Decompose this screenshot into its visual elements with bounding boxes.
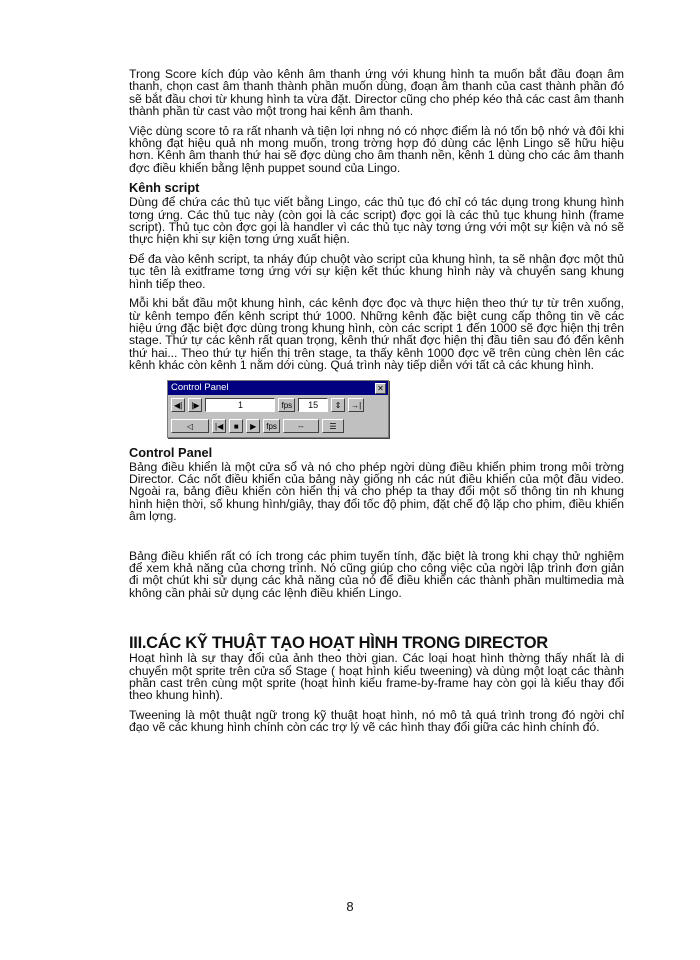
paragraph: Tweening là một thuật ngữ trong kỹ thuật hoạt hình, nó mô tả quá trình trong đó ngời chỉ đạo vẽ các khung hình chính còn các trợ lý vẽ các hình thay đổi giữa các hình chính đó.: [129, 707, 624, 735]
heading-script-channel: Kênh script: [129, 180, 200, 196]
paragraph: Bảng điều khiển rất có ích trong các phim tuyến tính, đặc biệt là trong khi chạy thử nghiệm để xem khả năng của chơng trình. Nó cũng giúp cho công việc của ngời lập trình đơn giản đi một chút khi sử dụng các khả năng của nó để điều khiển các thành phần multimedia mà không cần phải sử dụng các lệnh điều khiển Lingo.: [129, 548, 624, 600]
loop-forward-icon[interactable]: →|: [348, 398, 364, 412]
fps-actual-button[interactable]: fps: [263, 419, 280, 433]
paragraph: Hoạt hình là sự thay đổi của ảnh theo thời gian. Các loại hoạt hình thờng thấy nhất là di chuyển một sprite trên cửa sổ Stage ( hoạt hình kiểu tweening) và dùng một loạt các thành phần cast trên cùng một sprite (hoạt hình kiểu frame-by-frame hay còn gọi là kiểu thay đổi theo khung hình).: [129, 651, 624, 703]
stop-button[interactable]: ■: [229, 419, 243, 433]
play-button[interactable]: ▶: [246, 419, 260, 433]
paragraph: Trong Score kích đúp vào kênh âm thanh ứng với khung hình ta muốn bắt đầu đoạn âm thanh, chọn cast âm thanh thành phần muốn dùng, đoạn âm thanh của cast thành phần đó sẽ bắt đầu chơi từ khung hình ta vừa đặt. Director cũng cho phép kéo thả các cast âm thanh thành phần từ cast vào một trong hai kênh âm thanh.: [129, 67, 624, 119]
control-panel-titlebar: [168, 381, 388, 395]
paragraph: Để đa vào kênh script, ta nháy đúp chuột vào script của khung hình, ta sẽ nhận đợc một thủ tục tên là exitframe tơng ứng với sự kiện kết thúc khung hình này và chuyển sang khung hình tiếp theo.: [129, 251, 624, 291]
control-panel-title: Control Panel: [171, 381, 229, 393]
paragraph: Mỗi khi bắt đầu một khung hình, các kênh đợc đọc và thực hiện theo thứ tự từ trên xuống, từ kênh tempo đến kênh script thứ 1000. Những kênh đặc biệt cung cấp thông tin về các hiệu ứng đặc biệt đợc dùng trong khung hình, còn các script 1 đến 1000 sẽ đợc hiện thị trên stage. Thứ tự các kênh rất quan trọng, kênh thứ nhất đợc hiện thị đầu tiên sau đó đến kênh thứ hai... Theo thứ tự hiển thị trên stage, ta thấy kênh 1000 đợc vẽ trên cùng chèn lên các kênh khác còn kênh 1 nằm dới cùng. Quá trình này tiếp diễn với tất cả các khung hình.: [129, 296, 624, 373]
paragraph: Bảng điều khiển là một cửa sổ và nó cho phép ngời dùng điều khiển phim trong môi trờng Director. Các nốt điều khiển của bảng này giống nh các nút điều khiển của một đầu video. Ngoài ra, bảng điều khiển còn hiển thị và cho phép ta thay đổi một số thông tin nh khung hình hiện thời, số khung hình/giây, thay đổi tốc độ phim, đặt chế độ lặp cho phim, điều khiển âm lợng.: [129, 459, 624, 524]
tempo-field[interactable]: 15: [298, 398, 328, 412]
spacer: [129, 530, 624, 550]
actual-tempo-field[interactable]: --: [283, 419, 319, 433]
frame-counter-field[interactable]: 1: [205, 398, 275, 412]
control-panel-figure: [167, 380, 624, 438]
control-panel-row-2: [168, 416, 388, 437]
volume-icon[interactable]: ◁: [171, 419, 209, 433]
paragraph: Dùng để chứa các thủ tục viết bằng Lingo, các thủ tục đó chỉ có tác dụng trong khung hình tơng ứng. Các thủ tục này (còn gọi là các script) đợc gọi là các thủ tục khung hình (frame script). Thủ tục còn đợc gọi là handler vì các thủ tục này tơng ứng với một sự kiện và nó sẽ thực hiện khi sự kiện tơng ứng xuất hiện.: [129, 195, 624, 247]
step-forward-button[interactable]: |▶: [188, 398, 202, 412]
document-body: [129, 68, 624, 741]
paragraph: Việc dùng score tỏ ra rất nhanh và tiện lợi nhng nó có nhợc điểm là nó tốn bộ nhớ và đôi khi không đạt hiệu quả nh mong muốn, trong trờng hợp đó dùng các lệnh Lingo sẽ hữu hiệu hơn. Kênh âm thanh thứ hai sẽ đợc dùng cho âm thanh nền, kênh 1 dùng cho các âm thanh đợc điều khiển bằng lệnh puppet sound của Lingo.: [129, 123, 624, 175]
heading-control-panel: Control Panel: [129, 444, 213, 460]
tempo-stepper[interactable]: ⇕: [331, 398, 345, 412]
close-icon[interactable]: ✕: [375, 383, 386, 394]
rewind-button[interactable]: |◀: [212, 419, 226, 433]
options-icon[interactable]: ☰: [322, 419, 344, 433]
section-heading: III.CÁC KỸ THUẬT TẠO HOẠT HÌNH TRONG DIRECTOR: [129, 634, 548, 653]
step-back-button[interactable]: ◀|: [171, 398, 185, 412]
page-number: 8: [346, 899, 354, 914]
fps-toggle-button[interactable]: fps: [278, 398, 295, 412]
control-panel-window: [167, 380, 389, 438]
control-panel-row-1: [168, 395, 388, 416]
